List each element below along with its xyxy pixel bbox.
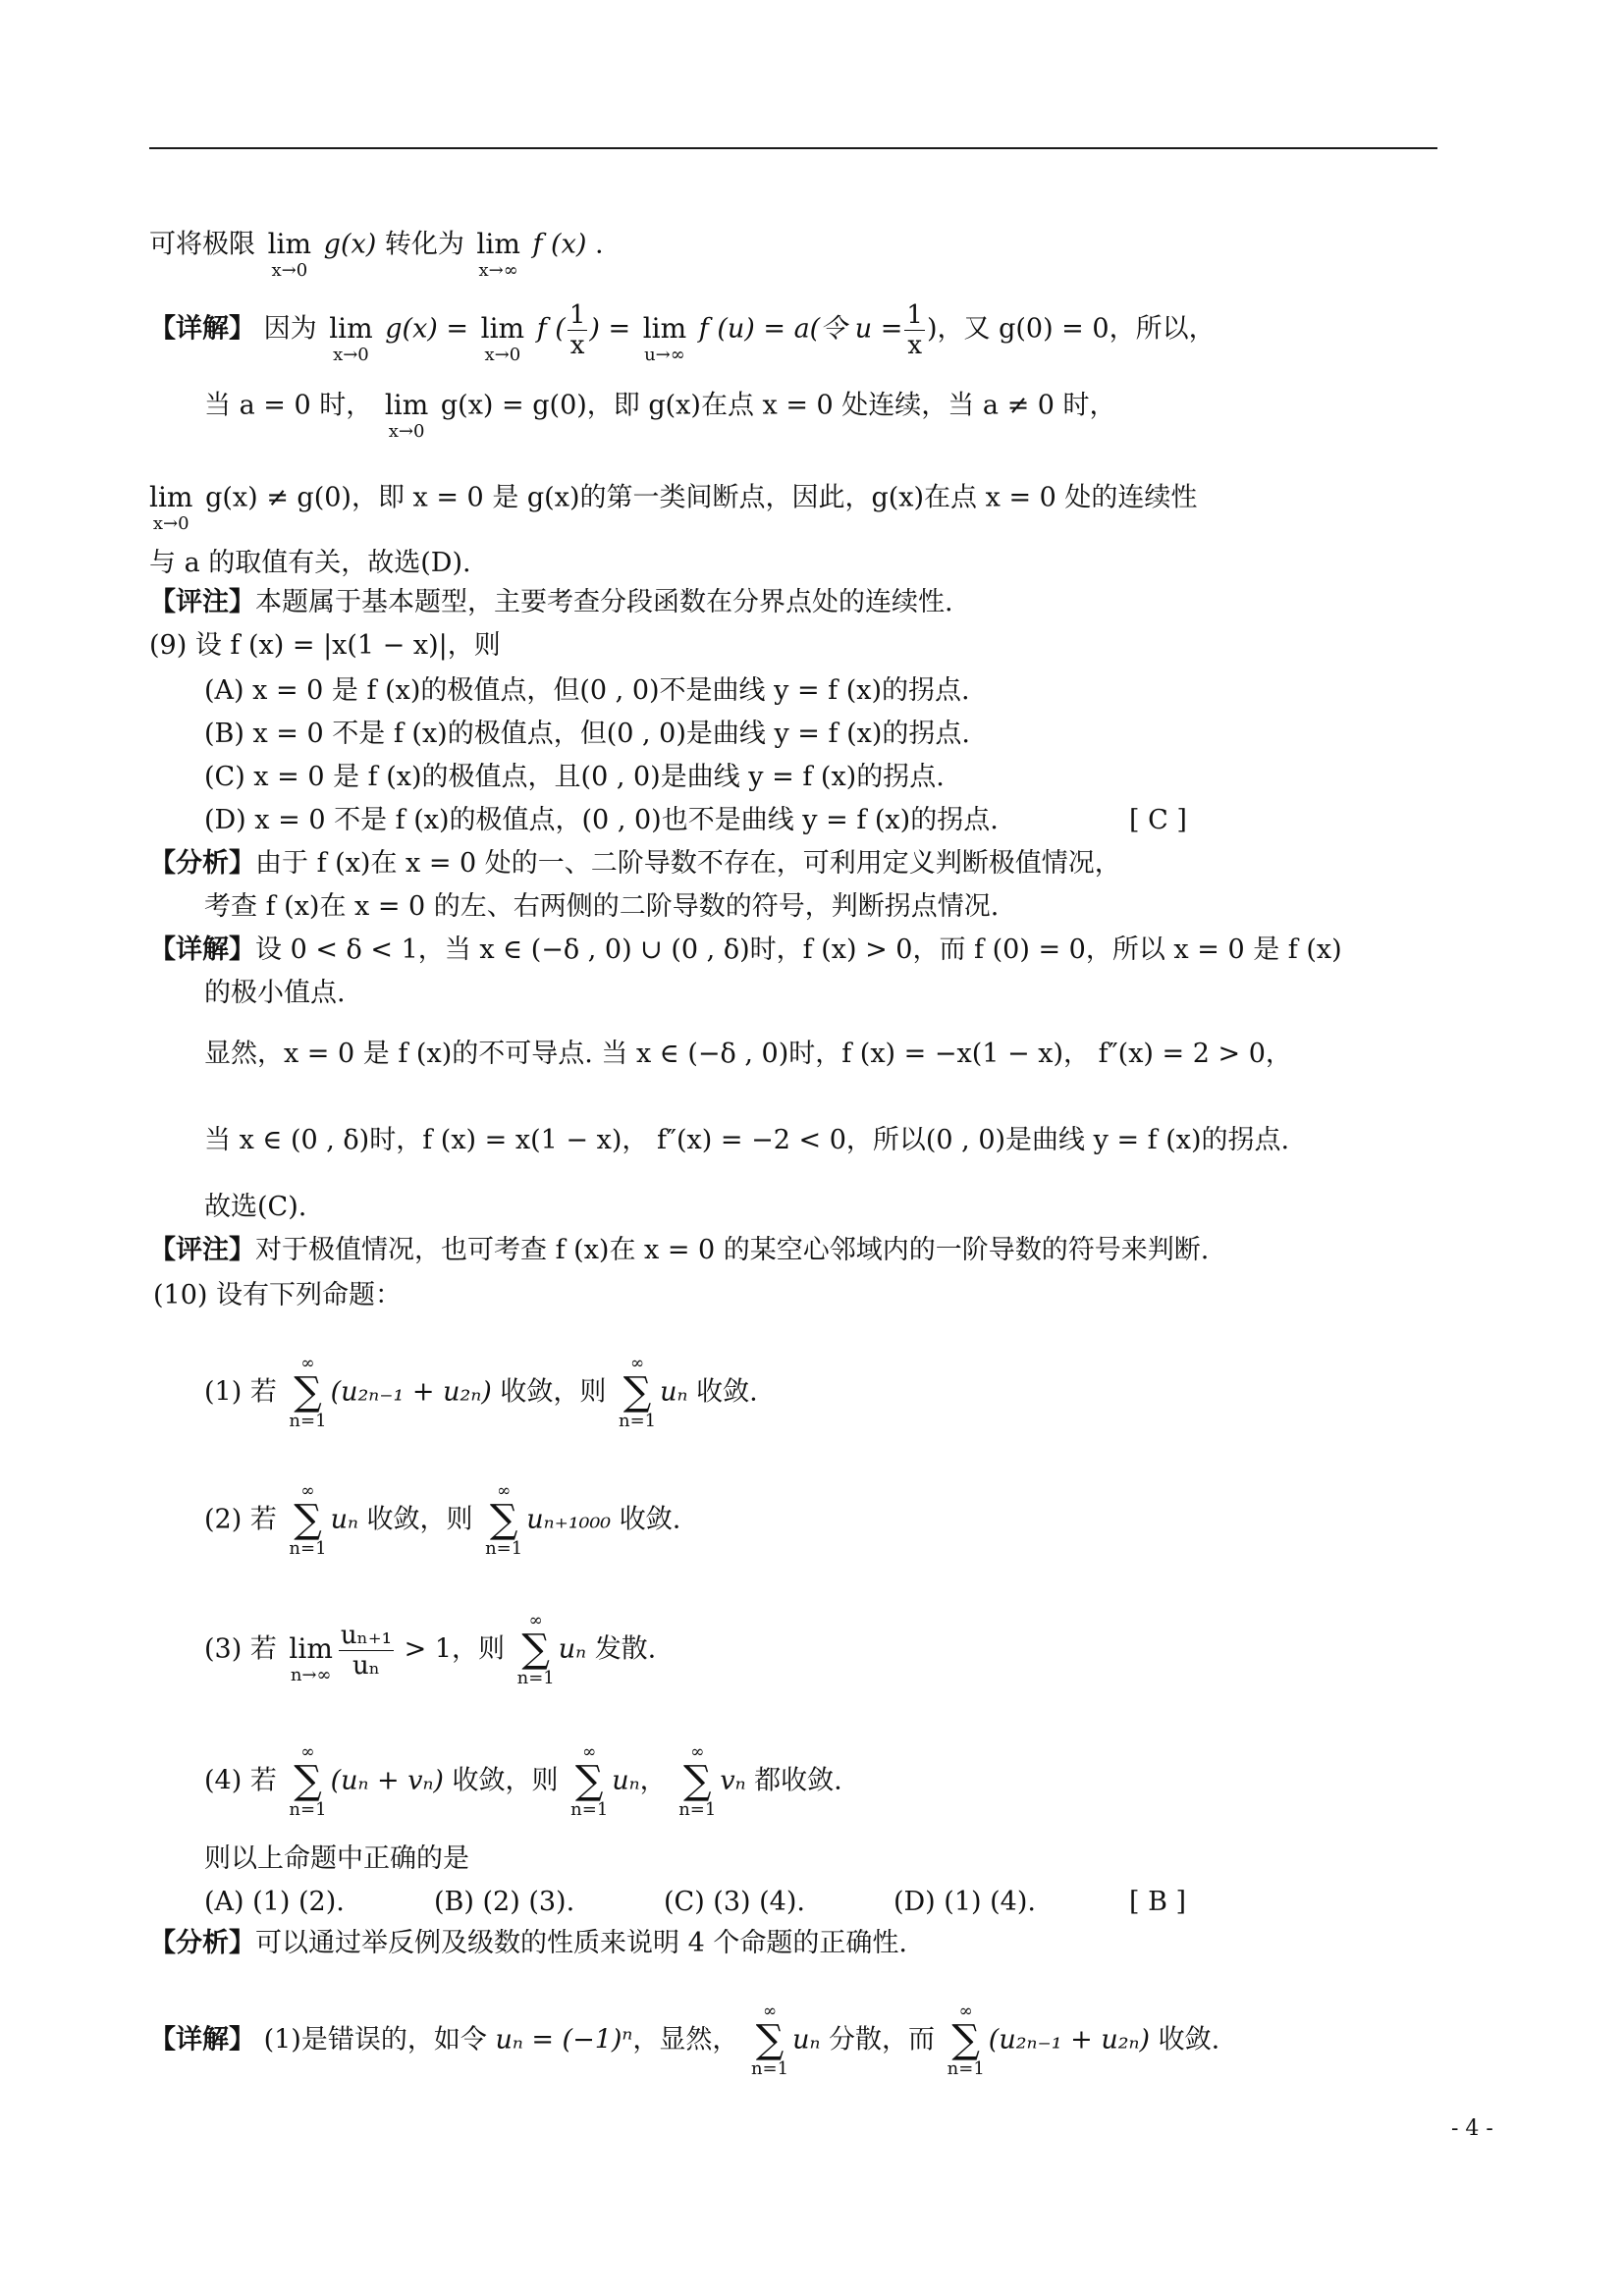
text: (1)是错误的，如令 bbox=[263, 2024, 487, 2056]
section-tag: 【评注】 bbox=[149, 1235, 255, 1265]
text: (2) 若 bbox=[204, 1504, 277, 1535]
text: 可将极限 bbox=[149, 229, 255, 260]
sum-operator: ∞ ∑ n=1 bbox=[516, 1611, 555, 1688]
math-expr: uₙ bbox=[612, 1765, 640, 1796]
text: (3) 若 bbox=[204, 1633, 277, 1665]
option-b: (B) x = 0 不是 f (x)的极值点，但(0 , 0)是曲线 y = f (x)的拐点. bbox=[204, 719, 970, 749]
math-expr: (uₙ + vₙ) bbox=[330, 1765, 444, 1796]
option-a: (A) (1) (2). bbox=[204, 1887, 345, 1917]
fraction: $\frac{\text{uₙ₊₁}}{\text{uₙ}}$ bbox=[340, 1620, 393, 1681]
limit-operator: lim x→0 bbox=[384, 389, 429, 442]
detail-line-3 bbox=[149, 463, 1197, 534]
analysis-9 bbox=[149, 846, 1121, 881]
section-tag: 【详解】 bbox=[149, 313, 255, 345]
text: 都收敛. bbox=[754, 1765, 842, 1796]
text: > 1，则 bbox=[404, 1633, 506, 1665]
text: (1) 若 bbox=[204, 1376, 277, 1408]
detail-10 bbox=[149, 2002, 1219, 2079]
sum-operator: ∞ ∑ n=1 bbox=[289, 1354, 327, 1431]
limit-operator: lim n→∞ bbox=[289, 1632, 333, 1685]
sum-operator: ∞ ∑ n=1 bbox=[750, 2002, 789, 2079]
option-d: (D) (1) (4). bbox=[893, 1887, 1036, 1917]
text: 收敛，则 bbox=[452, 1765, 559, 1796]
text: g(x) ≠ g(0)，即 x = 0 是 g(x)的第一类间断点，因此，g(x)在点 x = 0 处的连续性 bbox=[205, 482, 1198, 513]
limit-operator: lim u→∞ bbox=[642, 312, 687, 365]
options-10 bbox=[204, 1885, 1123, 1920]
remark-9 bbox=[149, 1233, 1209, 1268]
text: 收敛. bbox=[619, 1504, 681, 1535]
math-expr: uₙ bbox=[792, 2024, 821, 2056]
answer-9: [ C ] bbox=[1129, 805, 1187, 835]
section-tag: 【详解】 bbox=[149, 2024, 255, 2056]
detail-9-line2: 的极小值点. bbox=[204, 978, 346, 1008]
sum-operator: ∞ ∑ n=1 bbox=[289, 1742, 327, 1820]
intro-line bbox=[149, 210, 604, 281]
math-expr: f (u) = a(令 u = bbox=[698, 313, 903, 345]
detail-9-line4: 当 x ∈ (0 , δ)时，f (x) = x(1 − x)， f″(x) = −2 < 0，所以(0 , 0)是曲线 y = f (x)的拐点. bbox=[204, 1125, 1290, 1155]
math-expr: uₙ bbox=[558, 1633, 587, 1665]
answer-10: [ B ] bbox=[1129, 1887, 1187, 1917]
proposition-3 bbox=[204, 1612, 656, 1688]
text: 对于极值情况，也可考查 f (x)在 x = 0 的某空心邻域内的一阶导数的符号来判断. bbox=[255, 1235, 1210, 1265]
sum-operator: ∞ ∑ n=1 bbox=[289, 1481, 327, 1559]
proposition-1 bbox=[204, 1355, 758, 1431]
sum-operator: ∞ ∑ n=1 bbox=[485, 1481, 523, 1559]
text: 收敛，则 bbox=[500, 1376, 607, 1408]
detail-9-line3: 显然，x = 0 是 f (x)的不可导点. 当 x ∈ (−δ , 0)时，f (x) = −x(1 − x)， f″(x) = 2 > 0， bbox=[204, 1039, 1292, 1069]
detail-9-line5: 故选(C). bbox=[204, 1192, 307, 1222]
option-d: (D) x = 0 不是 f (x)的极值点，(0 , 0)也不是曲线 y = f (x)的拐点. bbox=[204, 805, 999, 835]
math-expr: g(x) bbox=[323, 229, 377, 260]
math-expr: uₙ₊₁₀₀₀ bbox=[526, 1504, 612, 1535]
analysis-9-line2: 考查 f (x)在 x = 0 的左、右两侧的二阶导数的符号，判断拐点情况. bbox=[204, 891, 1000, 922]
proposition-4: (4) 若 ∞ ∑ n=1 (uₙ + vₙ) 收敛，则 ∞ ∑ n=1 uₙ， ∞ ∑ n=1 vₙ 都收敛. bbox=[204, 1742, 842, 1820]
math-expr: f (x) bbox=[532, 229, 587, 260]
page-number: - 4 - bbox=[1451, 2116, 1493, 2141]
text: g(x) = g(0)，即 g(x)在点 x = 0 处连续，当 a ≠ 0 时， bbox=[440, 390, 1116, 421]
sum-operator: ∞ ∑ n=1 bbox=[619, 1354, 657, 1431]
math-expr: (u₂ₙ₋₁ + u₂ₙ) bbox=[988, 2024, 1151, 2056]
text: (4) 若 bbox=[204, 1765, 277, 1796]
text: 转化为 bbox=[384, 229, 464, 260]
text: 设 0 < δ < 1，当 x ∈ (−δ , 0) ∪ (0 , δ)时，f (x) > 0，而 f (0) = 0，所以 x = 0 是 f (x) bbox=[255, 934, 1342, 965]
text: ，显然， bbox=[632, 2024, 739, 2056]
text: 收敛. bbox=[696, 1376, 758, 1408]
math-expr: f ( bbox=[536, 313, 566, 345]
question-10-prompt: 则以上命题中正确的是 bbox=[204, 1843, 469, 1874]
limit-operator: lim x→0 bbox=[329, 312, 373, 365]
fraction: $\frac{1}{x}$ bbox=[568, 299, 586, 360]
limit-operator: lim x→0 bbox=[149, 481, 193, 534]
option-c: (C) x = 0 是 f (x)的极值点，且(0 , 0)是曲线 y = f (x)的拐点. bbox=[204, 762, 945, 792]
proposition-2 bbox=[204, 1482, 680, 1559]
question-9: (9) 设 f (x) = |x(1 − x)|，则 bbox=[149, 630, 501, 661]
question-10: (10) 设有下列命题： bbox=[153, 1280, 403, 1310]
detail-line-2 bbox=[204, 371, 1116, 442]
section-tag: 【分析】 bbox=[149, 848, 255, 879]
option-c: (C) (3) (4). bbox=[664, 1887, 805, 1917]
remark-8 bbox=[149, 585, 953, 620]
detail-line-1 bbox=[149, 294, 1216, 365]
limit-operator: lim x→∞ bbox=[476, 228, 520, 281]
text: 可以通过举反例及级数的性质来说明 4 个命题的正确性. bbox=[255, 1928, 907, 1958]
math-expr: vₙ bbox=[720, 1765, 746, 1796]
math-expr: (u₂ₙ₋₁ + u₂ₙ) bbox=[330, 1376, 492, 1408]
text: 发散. bbox=[594, 1633, 657, 1665]
text: 由于 f (x)在 x = 0 处的一、二阶导数不存在，可利用定义判断极值情况， bbox=[255, 848, 1121, 879]
text: )，又 g(0) = 0，所以， bbox=[926, 313, 1216, 345]
detail-line-4: 与 a 的取值有关，故选(D). bbox=[149, 548, 471, 578]
math-expr: uₙ bbox=[330, 1504, 358, 1535]
sum-operator: ∞ ∑ n=1 bbox=[570, 1742, 609, 1820]
section-tag: 【详解】 bbox=[149, 934, 255, 965]
math-expr: uₙ bbox=[660, 1376, 688, 1408]
text: . bbox=[594, 229, 604, 260]
limit-operator: lim x→0 bbox=[267, 228, 312, 281]
text: 收敛，则 bbox=[366, 1504, 473, 1535]
text: 当 a = 0 时， bbox=[204, 390, 373, 421]
sum-operator: ∞ ∑ n=1 bbox=[678, 1742, 717, 1820]
analysis-10 bbox=[149, 1926, 907, 1961]
section-tag: 【评注】 bbox=[149, 587, 255, 617]
text: 本题属于基本题型，主要考查分段函数在分界点处的连续性. bbox=[255, 587, 953, 617]
math-expr: g(x) = bbox=[385, 313, 469, 345]
text: 分散，而 bbox=[829, 2024, 936, 2056]
math-expr: uₙ = (−1)ⁿ bbox=[495, 2024, 633, 2056]
limit-operator: lim x→0 bbox=[480, 312, 525, 365]
option-a: (A) x = 0 是 f (x)的极值点，但(0 , 0)不是曲线 y = f (x)的拐点. bbox=[204, 675, 970, 706]
math-expr: ) = bbox=[589, 313, 631, 345]
fraction: $\frac{1}{x}$ bbox=[906, 299, 923, 360]
header-rule bbox=[149, 147, 1437, 149]
sum-operator: ∞ ∑ n=1 bbox=[947, 2002, 985, 2079]
text: 因为 bbox=[263, 313, 317, 345]
text: 收敛. bbox=[1158, 2024, 1220, 2056]
detail-9 bbox=[149, 933, 1342, 968]
section-tag: 【分析】 bbox=[149, 1928, 255, 1958]
option-b: (B) (2) (3). bbox=[434, 1887, 575, 1917]
